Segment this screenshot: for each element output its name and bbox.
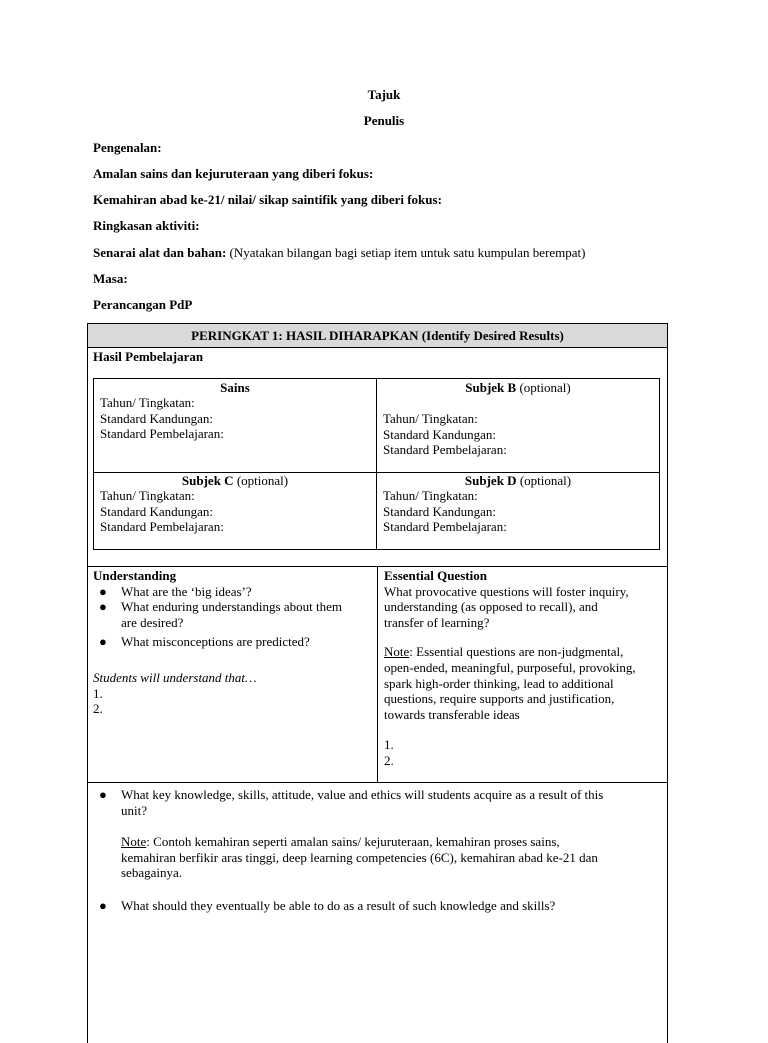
stage1-heading: PERINGKAT 1: HASIL DIHARAPKAN (Identify Desired Results): [191, 328, 564, 343]
understanding-heading: Understanding: [93, 568, 177, 583]
subject-d-content-std: Standard Kandungan:: [383, 503, 497, 519]
essential-item-2: 2.: [384, 752, 394, 768]
intro-label: Pengenalan:: [93, 140, 162, 155]
understanding-col-divider: [377, 566, 378, 782]
subject-b-optional: (optional): [516, 380, 571, 395]
subject-a-learning-std: Standard Pembelajaran:: [100, 426, 224, 442]
subject-b-name: Subjek B: [465, 380, 517, 395]
subject-b-content-std: Standard Kandungan:: [383, 426, 497, 442]
essential-text: transfer of learning?: [384, 614, 490, 630]
knowledge-note-text: kemahiran berfikir aras tinggi, deep learning competencies (6C), kemahiran abad ke-21 dan: [121, 849, 598, 865]
understanding-item-2: 2.: [93, 701, 103, 717]
subject-d-header: [377, 473, 659, 489]
subject-c-year: Tahun/ Tingkatan:: [100, 488, 195, 503]
understanding-bullet: ● What misconceptions are predicted?: [99, 634, 310, 650]
subject-c-content-std: Standard Kandungan:: [100, 503, 214, 519]
materials-line: [93, 245, 586, 261]
knowledge-section: [93, 787, 663, 914]
divider: [87, 347, 668, 348]
essential-note-text: open-ended, meaningful, purposeful, provoking,: [384, 659, 636, 675]
subject-c-fields: [100, 488, 224, 535]
time-label: Masa:: [93, 271, 128, 286]
subject-a-fields: [100, 395, 224, 442]
understanding-bullet: ● What enduring understandings about them are desired?: [99, 599, 342, 630]
focus-skills-label: Kemahiran abad ke-21/ nilai/ sikap saintifik yang diberi fokus:: [93, 192, 442, 207]
document-title: Tajuk: [367, 87, 401, 102]
essential-text: understanding (as opposed to recall), and: [384, 599, 598, 615]
knowledge-bullet: ● What should they eventually be able to do as a result of such knowledge and skills?: [99, 897, 556, 913]
essential-item-1: 1.: [384, 737, 394, 753]
subject-d-fields: [383, 488, 507, 535]
materials-label: Senarai alat dan bahan:: [93, 245, 227, 260]
planning-label: Perancangan PdP: [93, 297, 193, 312]
subject-a-content-std: Standard Kandungan:: [100, 410, 214, 426]
understanding-bullet: ● What are the ‘big ideas’?: [99, 583, 252, 599]
subject-d-optional: (optional): [516, 473, 572, 488]
subject-b-year: Tahun/ Tingkatan:: [383, 411, 478, 426]
essential-note: Note: Essential questions are non-judgmental,: [384, 644, 624, 660]
subject-c-name: Subjek C: [181, 473, 234, 488]
understanding-section: [93, 568, 373, 717]
subject-c-header: [94, 473, 376, 489]
subject-a-name: Sains: [220, 380, 250, 395]
essential-question-heading: Essential Question: [384, 568, 487, 583]
subject-b-learning-std: Standard Pembelajaran:: [383, 442, 507, 458]
knowledge-note-text: sebagainya.: [121, 865, 183, 881]
subject-d-name: Subjek D: [464, 473, 517, 488]
divider: [87, 782, 668, 783]
subject-d-learning-std: Standard Pembelajaran:: [383, 519, 507, 535]
essential-note-text: towards transferable ideas: [384, 706, 520, 722]
subject-d-year: Tahun/ Tingkatan:: [383, 488, 478, 503]
activity-summary-label: Ringkasan aktiviti:: [93, 218, 200, 233]
essential-question-section: [384, 568, 666, 769]
subject-b-fields: [383, 411, 507, 458]
subject-c-learning-std: Standard Pembelajaran:: [100, 519, 224, 535]
focus-practice-label: Amalan sains dan kejuruteraan yang diberi fokus:: [93, 166, 374, 181]
document-author: Penulis: [363, 113, 405, 128]
learning-outcomes-label: Hasil Pembelajaran: [93, 349, 204, 364]
subject-b-header: [377, 380, 659, 396]
essential-note-text: spark high-order thinking, lead to additional: [384, 675, 614, 691]
knowledge-note: Note: Contoh kemahiran seperti amalan sains/ kejuruteraan, kemahiran proses sains,: [121, 834, 560, 850]
subject-a-year: Tahun/ Tingkatan:: [100, 395, 195, 410]
subject-c-optional: (optional): [233, 473, 289, 488]
understanding-item-1: 1.: [93, 685, 103, 701]
essential-note-text: questions, require supports and justification,: [384, 691, 615, 707]
essential-text: What provocative questions will foster inquiry,: [384, 583, 629, 599]
subjects-col-divider: [376, 378, 377, 550]
materials-note: (Nyatakan bilangan bagi setiap item untuk satu kumpulan berempat): [226, 245, 586, 260]
will-understand-text: Students will understand that…: [93, 669, 257, 685]
knowledge-bullet: ● What key knowledge, skills, attitude, value and ethics will students acquire as a result of this unit? Note: Contoh kemahiran seperti amalan sains/ kejuruteraan, kemahiran proses sains, kemahiran berfikir aras tinggi, deep learning competencies (6C), kemahiran abad ke-21 dan sebagainya.: [93, 787, 663, 881]
